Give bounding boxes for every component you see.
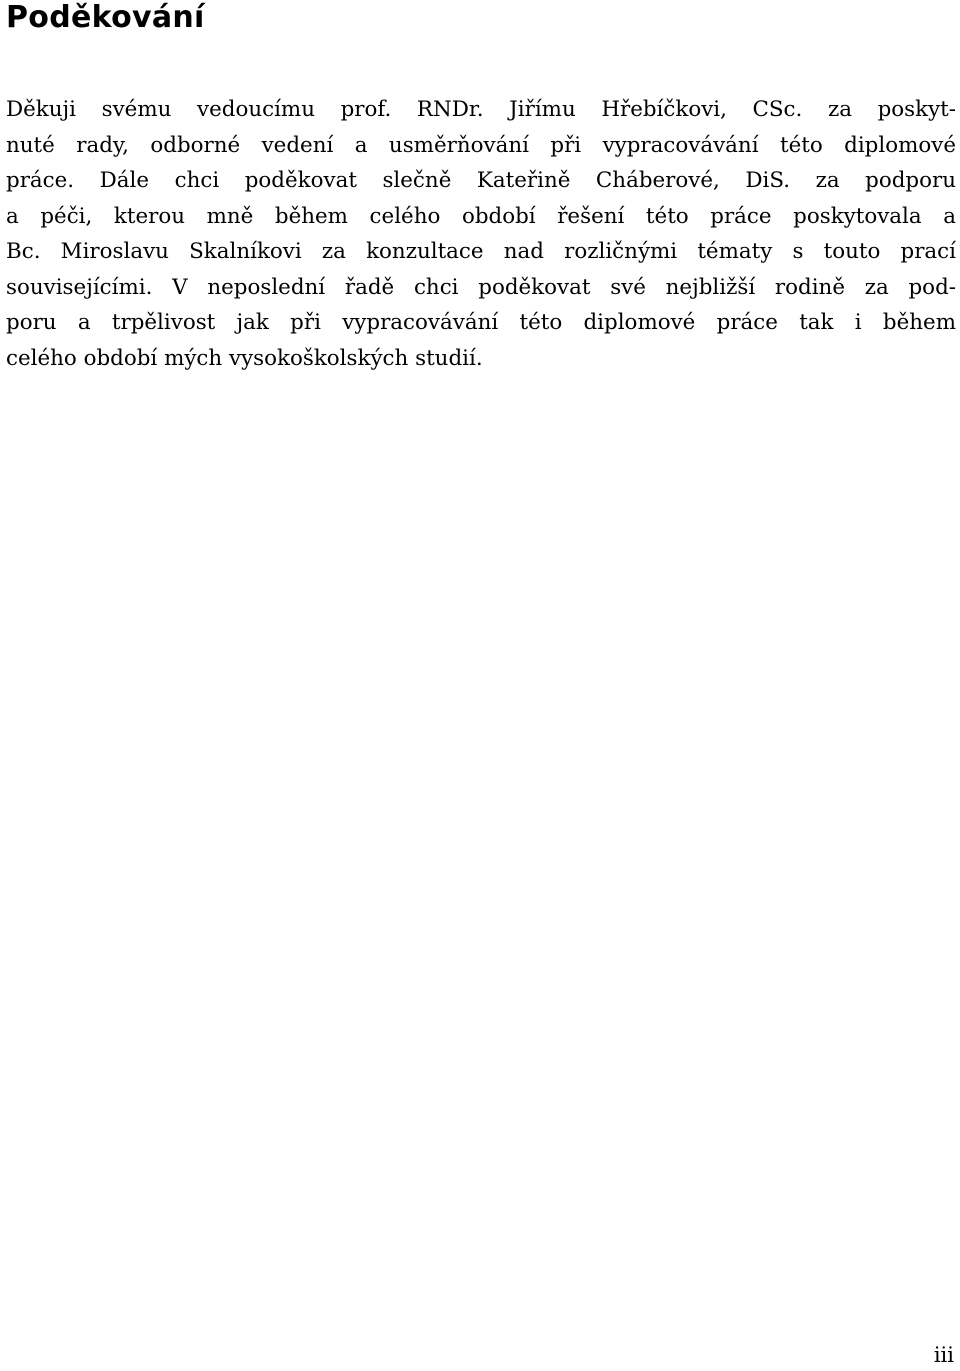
- paragraph-line-last: celého období mých vysokoškolských studií.: [6, 345, 483, 371]
- paragraph-line: poru a trpělivost jak při vypracovávání této diplomové práce tak i během: [6, 310, 956, 335]
- paragraph-line: Děkuji svému vedoucímu prof. RNDr. Jiřímu Hřebíčkovi, CSc. za poskyt-: [6, 97, 956, 122]
- acknowledgement-paragraph: [6, 92, 956, 376]
- paragraph-line: práce. Dále chci poděkovat slečně Kateřině Cháberové, DiS. za podporu: [6, 168, 956, 193]
- paragraph-line: a péči, kterou mně během celého období řešení této práce poskytovala a: [6, 203, 956, 229]
- paragraph-line: Bc. Miroslavu Skalníkovi za konzultace nad rozličnými tématy s touto prací: [6, 239, 956, 264]
- page-title: Poděkování: [6, 0, 205, 35]
- paragraph-line: nuté rady, odborné vedení a usměrňování při vypracovávání této diplomové: [6, 132, 956, 158]
- page-number: iii: [933, 1343, 954, 1367]
- paragraph-line: souvisejícími. V neposlední řadě chci poděkovat své nejbližší rodině za pod-: [6, 274, 956, 300]
